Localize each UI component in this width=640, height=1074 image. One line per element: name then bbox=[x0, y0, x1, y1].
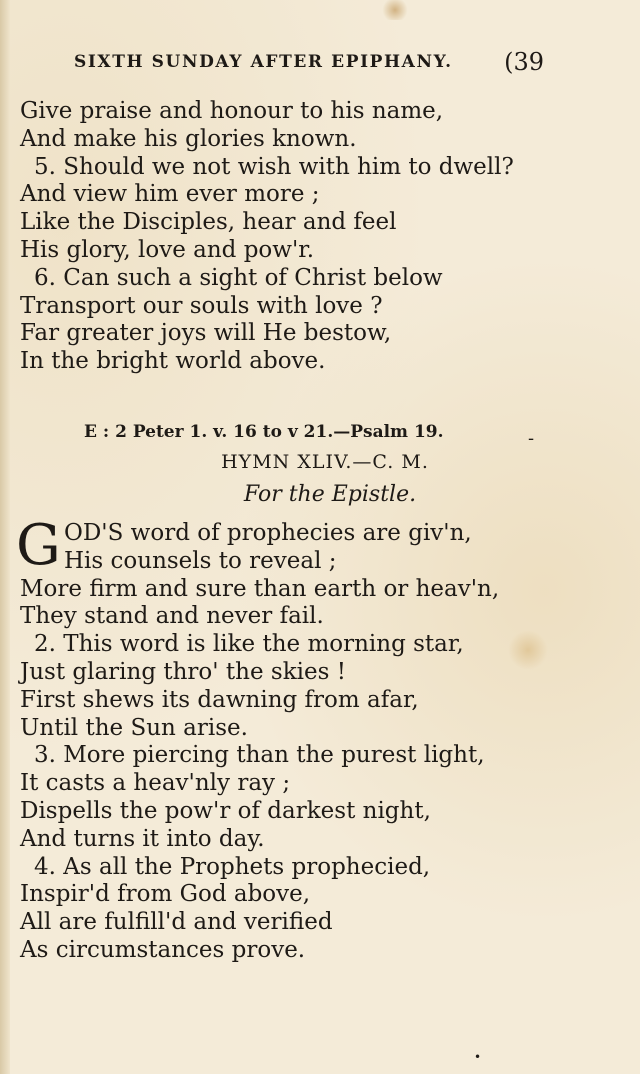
running-head bbox=[74, 48, 544, 76]
hymn-title: HYMN XLIV.—C. M. bbox=[221, 451, 429, 473]
verse-line: In the bright world above. bbox=[20, 348, 326, 375]
page-gutter bbox=[0, 0, 10, 1074]
hymn-body bbox=[20, 520, 630, 965]
verse-line: Dispells the pow'r of darkest night, bbox=[20, 797, 431, 824]
verse-line: 6. Can such a sight of Christ below bbox=[34, 264, 443, 291]
verse-line: More firm and sure than earth or heav'n, bbox=[20, 575, 500, 602]
verse-line: OD'S word of prophecies are giv'n, bbox=[64, 520, 472, 546]
hymn-continuation bbox=[20, 98, 630, 376]
verse-line: It casts a heav'nly ray ; bbox=[20, 770, 291, 797]
drop-cap: G bbox=[16, 513, 61, 578]
verse-line: They stand and never fail. bbox=[20, 603, 324, 630]
verse-line: Until the Sun arise. bbox=[20, 714, 248, 741]
verse-line: As circumstances prove. bbox=[20, 936, 306, 963]
verse-line: Just glaring thro' the skies ! bbox=[20, 658, 346, 685]
verse-line: And turns it into day. bbox=[20, 825, 265, 852]
running-head-title: SIXTH SUNDAY AFTER EPIPHANY. bbox=[74, 52, 453, 72]
print-mark: • bbox=[474, 1050, 482, 1064]
verse-line: All are fulfill'd and verified bbox=[20, 909, 333, 936]
verse-line: 3. More piercing than the purest light, bbox=[34, 742, 485, 769]
verse-line: 2. This word is like the morning star, bbox=[34, 631, 464, 658]
verse-line: 4. As all the Prophets prophecied, bbox=[34, 853, 431, 880]
page-number: (39 bbox=[504, 48, 544, 76]
verse-line: His counsels to reveal ; bbox=[64, 547, 337, 574]
verse-line: First shews its dawning from afar, bbox=[20, 686, 419, 713]
paper-stain bbox=[380, 0, 410, 20]
verse-line: Like the Disciples, hear and feel bbox=[20, 209, 397, 236]
hymn-occasion: For the Epistle. bbox=[243, 482, 417, 507]
verse-line: Give praise and honour to his name, bbox=[20, 98, 444, 124]
verse-line: Far greater joys will He bestow, bbox=[20, 320, 392, 347]
verse-line: And make his glories known. bbox=[20, 125, 357, 152]
verse-line: Transport our souls with love ? bbox=[20, 292, 383, 319]
verse-line: And view him ever more ; bbox=[20, 181, 320, 208]
scripture-reference: E : 2 Peter 1. v. 16 to v 21.—Psalm 19. bbox=[84, 422, 444, 442]
verse-line: Inspir'd from God above, bbox=[20, 881, 311, 908]
verse-line: His glory, love and pow'r. bbox=[20, 236, 315, 263]
print-mark: - bbox=[528, 428, 535, 449]
verse-line: 5. Should we not wish with him to dwell? bbox=[34, 153, 514, 180]
